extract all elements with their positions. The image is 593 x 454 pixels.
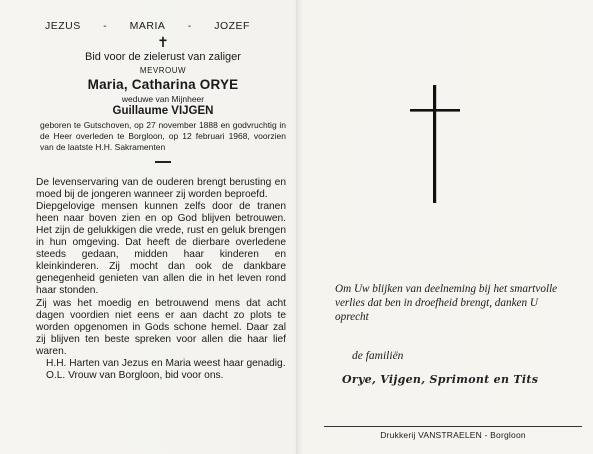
large-cross-icon — [410, 85, 460, 205]
birth-death-details: geboren te Gutschoven, op 27 november 1888 en godvruchtig in de Heer overleden te Borgloon, op 12 februari 1968, voorzien van de laatste H.H. Sakramenten — [40, 120, 286, 152]
widow-of-label: weduwe van Mijnheer — [121, 94, 205, 104]
deceased-name: Maria, Catharina ORYE — [87, 77, 239, 92]
holy-name-jozef: JOZEF — [214, 20, 250, 32]
left-panel — [36, 20, 286, 382]
husband-name: Guillaume VIJGEN — [112, 105, 214, 117]
divider — [155, 161, 171, 163]
holy-name-maria: MARIA — [129, 20, 166, 32]
families-names: Orye, Vijgen, Sprimont en Tits — [342, 373, 539, 386]
holy-names-header — [45, 20, 250, 32]
printer-credit: Drukkerij VANSTRAELEN - Borgloon — [380, 430, 526, 440]
paragraph: De levenservaring van de ouderen brengt berusting en moed bij de jongeren wanneer zij worden beproefd. — [36, 176, 286, 200]
paragraph: Zij was het moedig en betrouwend mens dat acht dagen voordien niet eens er aan dacht zo plots te worden opgenomen in Gods schone hemel. Daar zal zij blijven ten beste spreken voor allen die haar lief waren. — [36, 297, 286, 357]
prayer-request: Bid voor de zielerust van zaliger — [85, 51, 241, 63]
paragraph: H.H. Harten van Jezus en Maria weest haar genadig. — [46, 358, 286, 369]
paragraph: O.L. Vrouw van Borgloon, bid voor ons. — [46, 370, 224, 382]
memorial-text — [36, 177, 286, 383]
printer-divider — [324, 426, 582, 427]
paragraph: Diepgelovige mensen kunnen zelfs door de tranen heen naar boven zien en op God blijven betrouwen. Het zijn de gelukkigen die vrede, rust en geluk brengen in hun omgeving. Dat heeft de dierbare overledene steeds gedaan, midden haar kinderen en kleinkinderen. Zij mocht dan ook de dankbare genegenheid genieten van allen die in het leven rond haar stonden. — [36, 200, 286, 297]
title-mevrouw: MEVROUW — [139, 66, 187, 75]
holy-name-jezus: JEZUS — [45, 20, 81, 32]
holy-separator: - — [103, 20, 108, 32]
small-cross-icon: ✝ — [157, 34, 169, 50]
families-label: de familiën — [352, 350, 404, 362]
thanks-text: Om Uw blijken van deelneming bij het smartvolle verlies dat ben in droefheid brengt, danken U oprecht — [335, 283, 558, 323]
card-fold — [296, 0, 298, 454]
holy-separator: - — [187, 20, 192, 32]
